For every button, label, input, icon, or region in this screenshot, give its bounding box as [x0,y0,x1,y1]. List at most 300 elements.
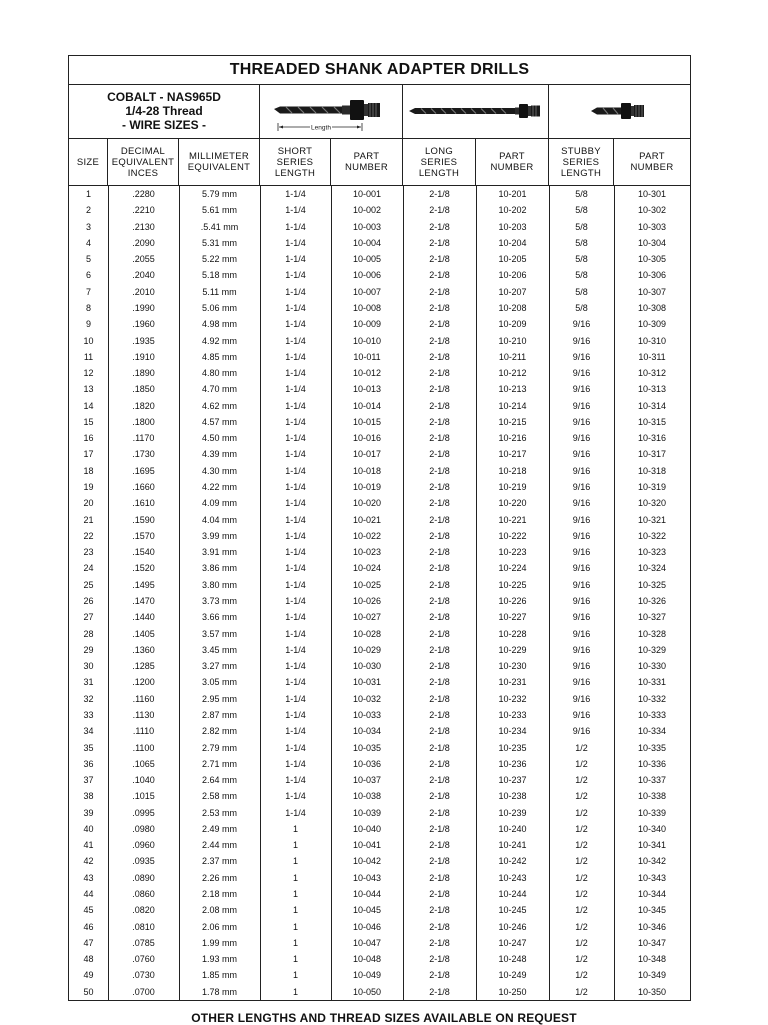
cell-stubby-length: 1/2 [575,775,588,786]
cell-size: 20 [83,498,94,509]
cell-size: 37 [83,775,94,786]
long-drill-icon [403,85,549,138]
col-header-short-length: SHORT SERIES LENGTH [260,139,331,185]
table-row [69,430,690,446]
cell-long-part: 10-216 [498,433,527,444]
cell-stubby-length: 1/2 [575,742,588,753]
cell-long-part: 10-208 [498,302,527,313]
cell-stubby-length: 1/2 [575,791,588,802]
short-series-drill-image [260,85,403,138]
cell-decimal: .1540 [132,547,155,558]
cell-long-length: 2-1/8 [429,563,450,574]
cell-decimal: .0980 [132,823,155,834]
cell-short-part: 10-044 [352,889,382,900]
cell-decimal: .1470 [132,596,155,606]
cell-stubby-length: 9/16 [572,368,591,379]
cell-millimeter: 3.05 mm [201,677,237,688]
cell-millimeter: 2.18 mm [201,889,237,900]
cell-long-length: 2-1/8 [429,742,450,753]
cell-stubby-part: 10-338 [637,791,667,802]
cell-decimal: .1960 [132,319,155,330]
cell-decimal: .2090 [132,237,155,248]
cell-stubby-part: 10-343 [637,872,667,883]
cell-millimeter: 2.26 mm [201,872,237,883]
cell-long-length: 2-1/8 [429,351,450,362]
cell-stubby-length: 9/16 [572,644,591,655]
cell-stubby-length: 9/16 [572,433,591,444]
cell-short-length: 1-1/4 [285,596,306,606]
cell-stubby-part: 10-319 [637,482,667,493]
cell-short-part: 10-007 [352,286,382,297]
cell-short-length: 1 [292,970,298,981]
table-row [69,479,690,495]
cell-stubby-length: 9/16 [572,563,591,574]
cell-short-length: 1-1/4 [285,189,306,199]
cell-short-length: 1 [292,937,298,948]
cell-size: 28 [83,628,94,639]
cell-long-part: 10-220 [498,498,527,509]
cell-long-length: 2-1/8 [429,921,450,932]
cell-stubby-part: 10-342 [637,856,667,867]
cell-stubby-length: 5/8 [575,237,588,248]
cell-long-length: 2-1/8 [429,840,450,851]
cell-decimal: .1820 [132,400,155,411]
cell-millimeter: 5.22 mm [201,254,237,265]
cell-long-length: 2-1/8 [429,335,450,346]
cell-size: 6 [85,270,91,281]
cell-stubby-part: 10-306 [637,270,667,281]
cell-millimeter: 4.50 mm [201,433,237,444]
cell-long-length: 2-1/8 [429,872,450,883]
cell-decimal: .0785 [132,937,155,948]
cell-long-length: 2-1/8 [429,368,450,379]
cell-stubby-length: 9/16 [572,726,591,737]
cell-short-length: 1-1/4 [285,270,306,281]
cell-long-length: 2-1/8 [429,254,450,265]
cell-stubby-part: 10-347 [637,937,667,948]
table-row [69,365,690,381]
cell-short-part: 10-028 [352,628,382,639]
cell-stubby-part: 10-332 [637,693,667,704]
cell-stubby-length: 5/8 [575,270,588,281]
cell-short-part: 10-047 [352,937,382,948]
cell-short-length: 1-1/4 [285,319,306,330]
cell-decimal: .0995 [132,807,155,818]
cell-size: 27 [83,612,94,623]
cell-stubby-length: 9/16 [572,661,591,672]
cell-short-part: 10-024 [352,563,382,574]
cell-size: 45 [83,905,94,916]
cell-size: 2 [85,205,91,216]
cell-short-part: 10-025 [352,579,382,590]
table-row [69,333,690,349]
cell-decimal: .1285 [132,661,155,672]
table-row [69,723,690,739]
cell-short-length: 1-1/4 [285,807,306,818]
table-row [69,853,690,869]
cell-stubby-part: 10-303 [637,221,667,232]
cell-size: 34 [83,726,94,737]
cell-size: 18 [83,465,94,476]
cell-short-part: 10-035 [352,742,382,753]
col-header-long-length: LONG SERIES LENGTH [403,139,476,185]
cell-short-part: 10-005 [352,254,382,265]
cell-stubby-part: 10-302 [637,205,667,216]
cell-size: 24 [83,563,94,574]
cell-stubby-length: 9/16 [572,693,591,704]
cell-stubby-part: 10-339 [637,807,667,818]
cell-long-part: 10-215 [498,416,527,427]
cell-millimeter: 3.66 mm [201,612,237,623]
cell-millimeter: 4.85 mm [201,351,237,362]
cell-short-part: 10-019 [352,482,382,493]
cell-decimal: .1440 [132,612,155,623]
cell-stubby-part: 10-321 [637,514,667,525]
cell-stubby-part: 10-322 [637,530,667,541]
cell-decimal: .1015 [132,791,155,802]
cell-decimal: .1040 [132,775,155,786]
cell-stubby-length: 9/16 [572,482,591,493]
cell-short-length: 1-1/4 [285,693,306,704]
cell-millimeter: 4.57 mm [201,416,237,427]
cell-long-part: 10-231 [498,677,527,688]
cell-long-part: 10-213 [498,384,527,395]
cell-millimeter: 3.45 mm [201,644,237,655]
cell-long-length: 2-1/8 [429,758,450,769]
cell-millimeter: 5.18 mm [201,270,237,281]
cell-size: 41 [83,840,94,851]
cell-long-part: 10-211 [498,351,527,362]
cell-short-length: 1-1/4 [285,644,306,655]
cell-millimeter: 4.04 mm [201,514,237,525]
cell-short-part: 10-016 [352,433,382,444]
cell-long-part: 10-243 [498,872,527,883]
cell-short-length: 1-1/4 [285,563,306,574]
cell-long-part: 10-237 [498,775,527,786]
cell-size: 8 [85,302,91,313]
cell-stubby-length: 5/8 [575,205,588,216]
cell-short-part: 10-042 [352,856,382,867]
cell-size: 48 [83,954,94,965]
cell-millimeter: 3.80 mm [201,579,237,590]
cell-short-length: 1-1/4 [285,286,306,297]
cell-stubby-part: 10-313 [637,384,667,395]
cell-short-part: 10-041 [352,840,382,851]
cell-long-length: 2-1/8 [429,302,450,313]
table-row [69,951,690,967]
cell-decimal: .1170 [132,433,155,444]
cell-stubby-length: 1/2 [575,905,588,916]
cell-stubby-length: 1/2 [575,872,588,883]
cell-long-length: 2-1/8 [429,693,450,704]
wire-sizes-label: - WIRE SIZES - [122,118,206,132]
product-material: COBALT - NAS965D [107,90,221,104]
cell-short-part: 10-026 [352,596,382,606]
cell-short-part: 10-010 [352,335,382,346]
cell-short-length: 1 [292,823,298,834]
cell-long-length: 2-1/8 [429,937,450,948]
cell-size: 33 [83,709,94,720]
cell-decimal: .1200 [132,677,155,688]
cell-short-length: 1-1/4 [285,742,306,753]
cell-millimeter: 2.71 mm [201,758,237,769]
cell-stubby-length: 1/2 [575,856,588,867]
table-row [69,870,690,886]
cell-stubby-length: 9/16 [572,612,591,623]
cell-stubby-length: 1/2 [575,986,588,997]
cell-short-length: 1-1/4 [285,351,306,362]
cell-short-part: 10-017 [352,449,382,460]
cell-stubby-length: 9/16 [572,530,591,541]
cell-stubby-part: 10-305 [637,254,667,265]
cell-short-part: 10-036 [352,758,382,769]
cell-stubby-part: 10-314 [637,400,667,411]
cell-long-length: 2-1/8 [429,286,450,297]
cell-long-part: 10-236 [498,758,527,769]
table-row [69,267,690,283]
cell-size: 35 [83,742,94,753]
cell-stubby-length: 1/2 [575,889,588,900]
cell-size: 5 [85,254,91,265]
cell-decimal: .2055 [132,254,155,265]
cell-stubby-length: 1/2 [575,840,588,851]
cell-size: 49 [83,970,94,981]
cell-size: 22 [83,530,94,541]
cell-long-part: 10-247 [498,937,527,948]
cell-short-length: 1-1/4 [285,384,306,395]
cell-long-part: 10-250 [498,986,527,997]
cell-decimal: .1800 [132,416,155,427]
cell-long-part: 10-228 [498,628,527,639]
table-row [69,414,690,430]
cell-stubby-part: 10-311 [638,351,666,362]
header-band [69,85,690,139]
cell-long-part: 10-219 [498,482,527,493]
cell-long-part: 10-234 [498,726,527,737]
cell-short-length: 1-1/4 [285,709,306,720]
cell-millimeter: 2.58 mm [201,791,237,802]
table-row [69,837,690,853]
table-row [69,316,690,332]
cell-short-part: 10-023 [352,547,382,558]
cell-long-part: 10-239 [498,807,527,818]
cell-long-length: 2-1/8 [429,189,450,199]
cell-stubby-part: 10-323 [637,547,667,558]
footer-note: OTHER LENGTHS AND THREAD SIZES AVAILABLE ON REQUEST [191,1011,577,1025]
cell-short-part: 10-006 [352,270,382,281]
table-row [69,512,690,528]
cell-long-length: 2-1/8 [429,954,450,965]
cell-decimal: .1610 [132,498,155,509]
cell-millimeter: 3.73 mm [201,596,237,606]
cell-millimeter: 4.98 mm [201,319,237,330]
cell-long-part: 10-233 [498,709,527,720]
cell-millimeter: 1.78 mm [201,986,237,997]
cell-millimeter: 4.80 mm [201,368,237,379]
cell-millimeter: .5.41 mm [200,221,239,232]
col-header-millimeter: MILLIMETER EQUIVALENT [179,139,260,185]
col-header-stubby-part: PART NUMBER [630,151,674,173]
cell-short-length: 1-1/4 [285,612,306,623]
cell-stubby-part: 10-341 [637,840,667,851]
table-row [69,821,690,837]
cell-short-length: 1-1/4 [285,416,306,427]
cell-short-length: 1-1/4 [285,254,306,265]
cell-size: 9 [85,319,91,330]
cell-stubby-part: 10-346 [637,921,667,932]
table-row [69,202,690,218]
cell-size: 4 [85,237,91,248]
cell-millimeter: 5.06 mm [201,302,237,313]
cell-decimal: .0960 [132,840,155,851]
cell-short-part: 10-043 [352,872,382,883]
cell-stubby-length: 1/2 [575,970,588,981]
table-row [69,186,690,202]
cell-long-length: 2-1/8 [429,807,450,818]
cell-long-length: 2-1/8 [429,221,450,232]
cell-short-length: 1-1/4 [285,237,306,248]
cell-millimeter: 4.62 mm [201,400,237,411]
cell-stubby-length: 9/16 [572,400,591,411]
cell-stubby-length: 5/8 [575,254,588,265]
cell-long-length: 2-1/8 [429,970,450,981]
cell-millimeter: 5.11 mm [202,286,237,297]
cell-short-part: 10-002 [352,205,382,216]
cell-stubby-part: 10-330 [637,661,667,672]
table-row [69,626,690,642]
cell-millimeter: 2.44 mm [201,840,237,851]
table-row [69,707,690,723]
cell-millimeter: 1.99 mm [201,937,237,948]
column-header-row [69,139,690,186]
cell-millimeter: 3.99 mm [201,530,237,541]
cell-short-length: 1-1/4 [285,465,306,476]
cell-decimal: .1935 [132,335,155,346]
table-row [69,300,690,316]
cell-long-part: 10-244 [498,889,527,900]
cell-short-part: 10-020 [352,498,382,509]
cell-decimal: .1850 [132,384,155,395]
cell-short-part: 10-001 [352,189,382,199]
cell-short-part: 10-045 [352,905,382,916]
cell-short-length: 1 [292,921,298,932]
cell-stubby-length: 9/16 [572,384,591,395]
cell-long-length: 2-1/8 [429,530,450,541]
cell-short-part: 10-050 [352,986,382,997]
cell-short-part: 10-009 [352,319,382,330]
cell-short-length: 1-1/4 [285,661,306,672]
cell-decimal: .0730 [132,970,155,981]
cell-decimal: .1405 [132,628,155,639]
cell-short-length: 1-1/4 [285,205,306,216]
cell-stubby-length: 9/16 [572,709,591,720]
cell-long-length: 2-1/8 [429,905,450,916]
cell-long-part: 10-206 [498,270,527,281]
cell-short-length: 1-1/4 [285,368,306,379]
cell-stubby-length: 1/2 [575,921,588,932]
cell-size: 11 [83,351,94,362]
cell-size: 13 [83,384,94,395]
cell-short-part: 10-037 [352,775,382,786]
cell-long-length: 2-1/8 [429,547,450,558]
cell-millimeter: 2.87 mm [201,709,237,720]
cell-long-length: 2-1/8 [429,726,450,737]
cell-decimal: .2010 [132,286,155,297]
cell-long-length: 2-1/8 [429,889,450,900]
cell-decimal: .1695 [132,465,155,476]
cell-long-part: 10-212 [498,368,527,379]
cell-long-length: 2-1/8 [429,416,450,427]
cell-stubby-length: 9/16 [572,416,591,427]
cell-long-part: 10-241 [498,840,527,851]
cell-stubby-part: 10-317 [637,449,667,460]
cell-stubby-length: 1/2 [575,954,588,965]
cell-long-part: 10-207 [498,286,527,297]
cell-long-part: 10-221 [498,514,527,525]
cell-decimal: .1590 [132,514,155,525]
cell-stubby-part: 10-326 [637,596,667,606]
cell-long-part: 10-227 [498,612,527,623]
cell-size: 30 [83,661,94,672]
col-header-stubby-length: STUBBY SERIES LENGTH [549,139,614,185]
cell-long-part: 10-225 [498,579,527,590]
cell-long-length: 2-1/8 [429,465,450,476]
cell-stubby-part: 10-336 [637,758,667,769]
table-row [69,463,690,479]
cell-stubby-part: 10-315 [637,416,667,427]
cell-stubby-part: 10-304 [637,237,667,248]
cell-short-length: 1 [292,872,298,883]
cell-stubby-part: 10-345 [637,905,667,916]
cell-long-part: 10-238 [498,791,527,802]
cell-stubby-part: 10-316 [637,433,667,444]
cell-long-part: 10-226 [498,596,527,606]
cell-stubby-part: 10-301 [637,189,667,199]
cell-short-length: 1 [292,905,298,916]
cell-stubby-part: 10-340 [637,823,667,834]
cell-long-part: 10-223 [498,547,527,558]
cell-short-length: 1-1/4 [285,400,306,411]
cell-long-part: 10-217 [498,449,527,460]
cell-long-part: 10-248 [498,954,527,965]
cell-short-part: 10-039 [352,807,382,818]
cell-stubby-part: 10-329 [637,644,667,655]
cell-size: 39 [83,807,94,818]
cell-stubby-length: 9/16 [572,579,591,590]
cell-decimal: .1990 [132,302,155,313]
cell-stubby-length: 9/16 [572,465,591,476]
cell-short-part: 10-011 [353,351,381,362]
thread-spec: 1/4-28 Thread [125,104,203,118]
cell-long-part: 10-229 [498,644,527,655]
table-row [69,805,690,821]
cell-stubby-length: 9/16 [572,596,591,606]
cell-stubby-length: 5/8 [575,302,588,313]
cell-millimeter: 4.30 mm [201,465,237,476]
cell-long-length: 2-1/8 [429,449,450,460]
cell-millimeter: 1.93 mm [201,954,237,965]
cell-size: 19 [83,482,94,493]
cell-stubby-length: 9/16 [572,351,591,362]
cell-stubby-part: 10-333 [637,709,667,720]
cell-short-length: 1-1/4 [285,498,306,509]
col-header-long-part: PART NUMBER [476,139,549,185]
cell-short-part: 10-027 [352,612,382,623]
cell-long-length: 2-1/8 [429,482,450,493]
cell-stubby-part: 10-307 [637,286,667,297]
cell-long-length: 2-1/8 [429,498,450,509]
table-row [69,691,690,707]
